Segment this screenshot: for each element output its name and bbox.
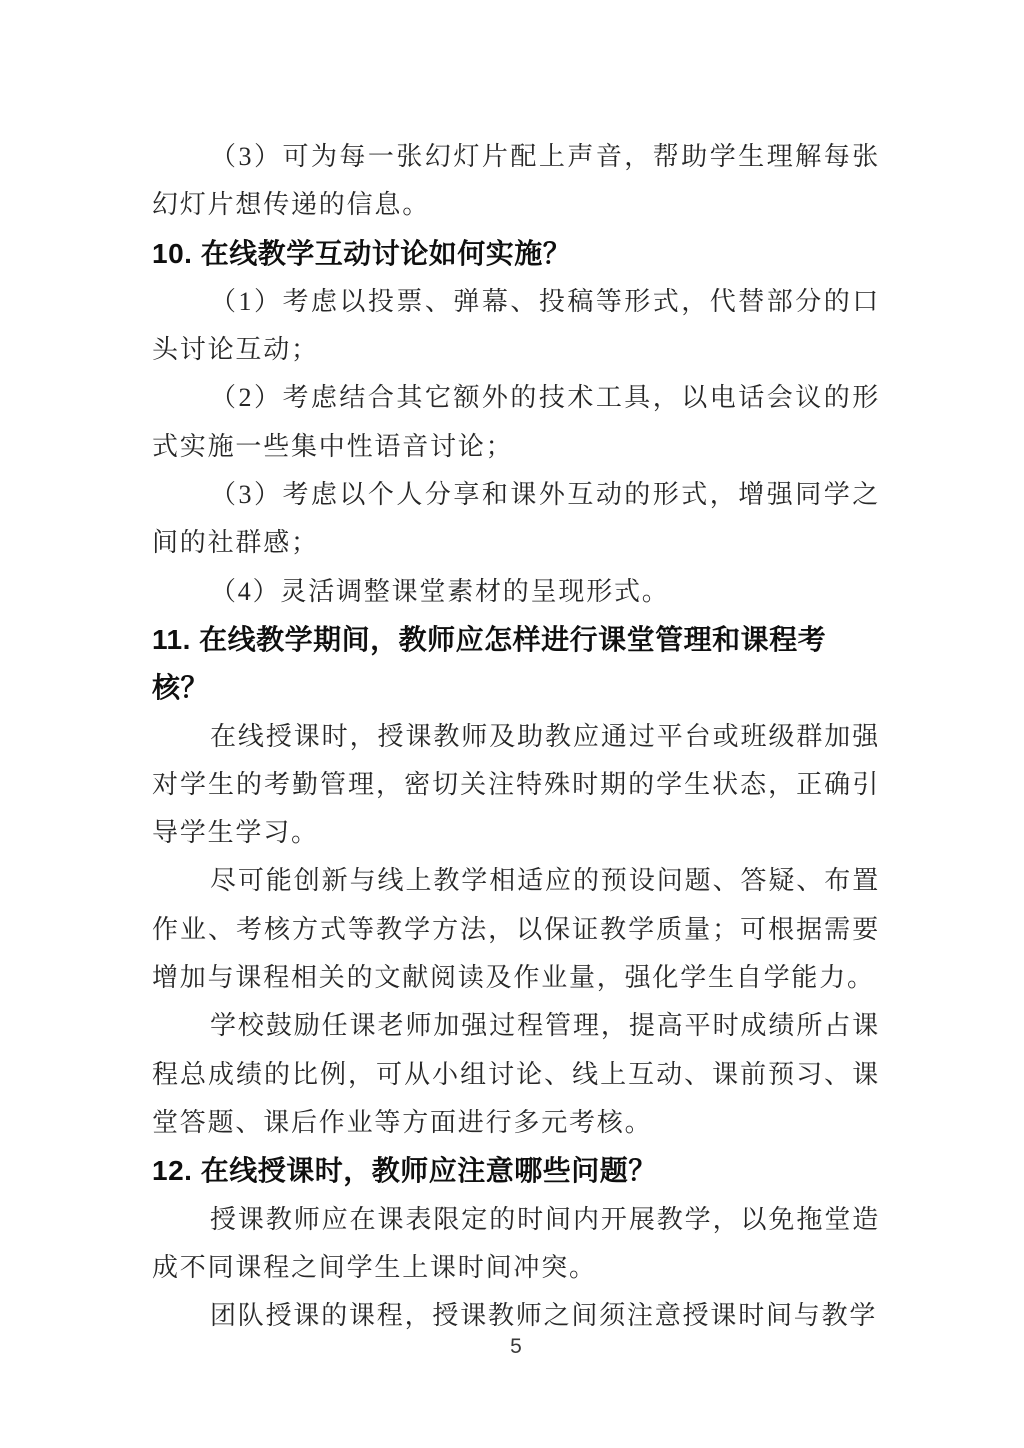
page-number: 5 bbox=[510, 1335, 522, 1358]
paragraph: 在线授课时，授课教师及助教应通过平台或班级群加强对学生的考勤管理，密切关注特殊时期的学生状态，正确引导学生学习。 bbox=[152, 721, 880, 848]
question-heading: 10. 在线教学互动讨论如何实施？ bbox=[152, 237, 572, 269]
paragraph: （3）考虑以个人分享和课外互动的形式，增强同学之间的社群感； bbox=[152, 480, 880, 558]
paragraph: （1）考虑以投票、弹幕、投稿等形式，代替部分的口头讨论互动； bbox=[152, 286, 880, 365]
paragraph: 学校鼓励任课老师加强过程管理，提高平时成绩所占课程总成绩的比例，可从小组讨论、线上互动、课前预习、课堂答题、课后作业等方面进行多元考核。 bbox=[152, 1011, 880, 1137]
paragraph: 团队授课的课程，授课教师之间须注意授课时间与教学 bbox=[210, 1301, 878, 1331]
paragraph: （2）考虑结合其它额外的技术工具，以电话会议的形式实施一些集中性语音讨论； bbox=[152, 383, 880, 461]
page-footer bbox=[152, 1334, 880, 1360]
document-body bbox=[152, 133, 880, 1340]
question-heading: 12. 在线授课时，教师应注意哪些问题？ bbox=[152, 1155, 657, 1187]
paragraph: 尽可能创新与线上教学相适应的预设问题、答疑、布置作业、考核方式等教学方法，以保证教学质量；可根据需要增加与课程相关的文献阅读及作业量，强化学生自学能力。 bbox=[152, 866, 880, 993]
question-heading: 11. 在线教学期间，教师应怎样进行课堂管理和课程考核？ bbox=[152, 623, 827, 704]
paragraph: （3）可为每一张幻灯片配上声音，帮助学生理解每张幻灯片想传递的信息。 bbox=[152, 142, 880, 220]
paragraph: （4）灵活调整课堂素材的呈现形式。 bbox=[210, 576, 670, 606]
paragraph: 授课教师应在课表限定的时间内开展教学，以免拖堂造成不同课程之间学生上课时间冲突。 bbox=[152, 1204, 880, 1282]
